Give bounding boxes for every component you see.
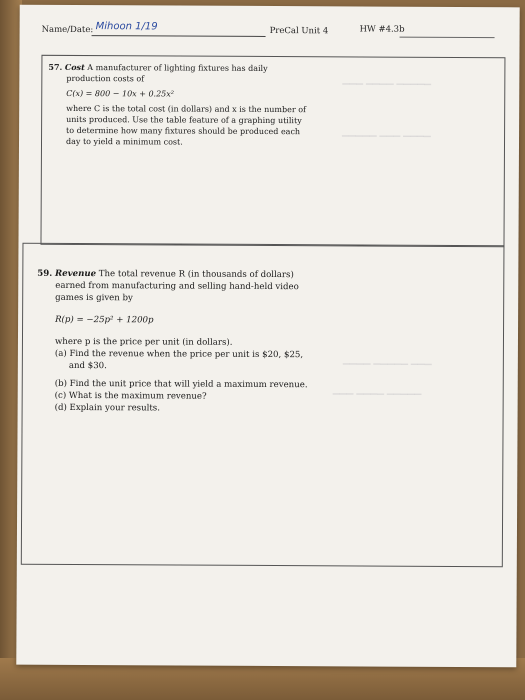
problem-59-number: 59. bbox=[37, 268, 53, 279]
problem-57 bbox=[48, 62, 308, 148]
problem-59-box bbox=[21, 243, 505, 568]
worksheet-header bbox=[20, 21, 520, 44]
problem-59-line3: games is given by bbox=[55, 292, 133, 304]
problem-59 bbox=[37, 268, 328, 416]
problem-59-keyword: Revenue bbox=[54, 268, 97, 280]
problem-57-formula: C(x) = 800 − 10x + 0.25x² bbox=[66, 88, 175, 99]
problem-57-box bbox=[40, 55, 505, 247]
handwritten-name-date: Mihoon 1/19 bbox=[92, 21, 266, 37]
show-through-text: ▁▁▁ ▁▁▁▁ ▁▁▁▁▁ bbox=[342, 75, 432, 86]
problem-59-line1: The total revenue R (in thousands of dollars) bbox=[98, 269, 294, 281]
problem-59-formula: R(p) = −25p² + 1200p bbox=[55, 314, 154, 326]
problem-59-part-b: (b) Find the unit price that will yield a maximum revenue. bbox=[54, 378, 308, 391]
problem-57-line4: units produced. Use the table feature of a graphing utility bbox=[66, 114, 302, 126]
problem-59-part-a-cont: and $30. bbox=[68, 360, 107, 372]
show-through-text: ▁▁▁▁▁ ▁▁▁ ▁▁▁▁ bbox=[342, 127, 431, 138]
problem-57-keyword: Cost bbox=[64, 61, 85, 73]
problem-59-part-c: (c) What is the maximum revenue? bbox=[54, 390, 207, 402]
problem-57-line5: to determine how many fixtures should be produced each bbox=[66, 125, 301, 137]
homework-number: HW #4.3b bbox=[359, 24, 405, 35]
unit-title: PreCal Unit 4 bbox=[269, 26, 329, 37]
problem-59-line2: earned from manufacturing and selling hand-held video bbox=[55, 280, 299, 293]
problem-57-line3: where C is the total cost (in dollars) and x is the number of bbox=[66, 103, 307, 115]
problem-57-line6: day to yield a minimum cost. bbox=[65, 136, 183, 147]
name-date-label: Name/Date: bbox=[41, 24, 94, 36]
show-through-text: ▁▁▁ ▁▁▁▁ ▁▁▁▁▁ bbox=[332, 385, 422, 396]
problem-57-line2: production costs of bbox=[66, 73, 145, 84]
show-through-text: ▁▁▁▁ ▁▁▁▁▁ ▁▁▁ bbox=[342, 355, 432, 366]
problem-57-number: 57. bbox=[48, 61, 63, 72]
worksheet-page bbox=[16, 5, 519, 668]
problem-59-part-d: (d) Explain your results. bbox=[54, 402, 160, 414]
header-rule bbox=[400, 37, 495, 38]
problem-57-line1: A manufacturer of lighting fixtures has daily bbox=[87, 63, 268, 73]
problem-59-part-a: (a) Find the revenue when the price per unit is $20, $25, bbox=[54, 348, 304, 361]
problem-59-line4: where p is the price per unit (in dollars). bbox=[54, 336, 233, 348]
